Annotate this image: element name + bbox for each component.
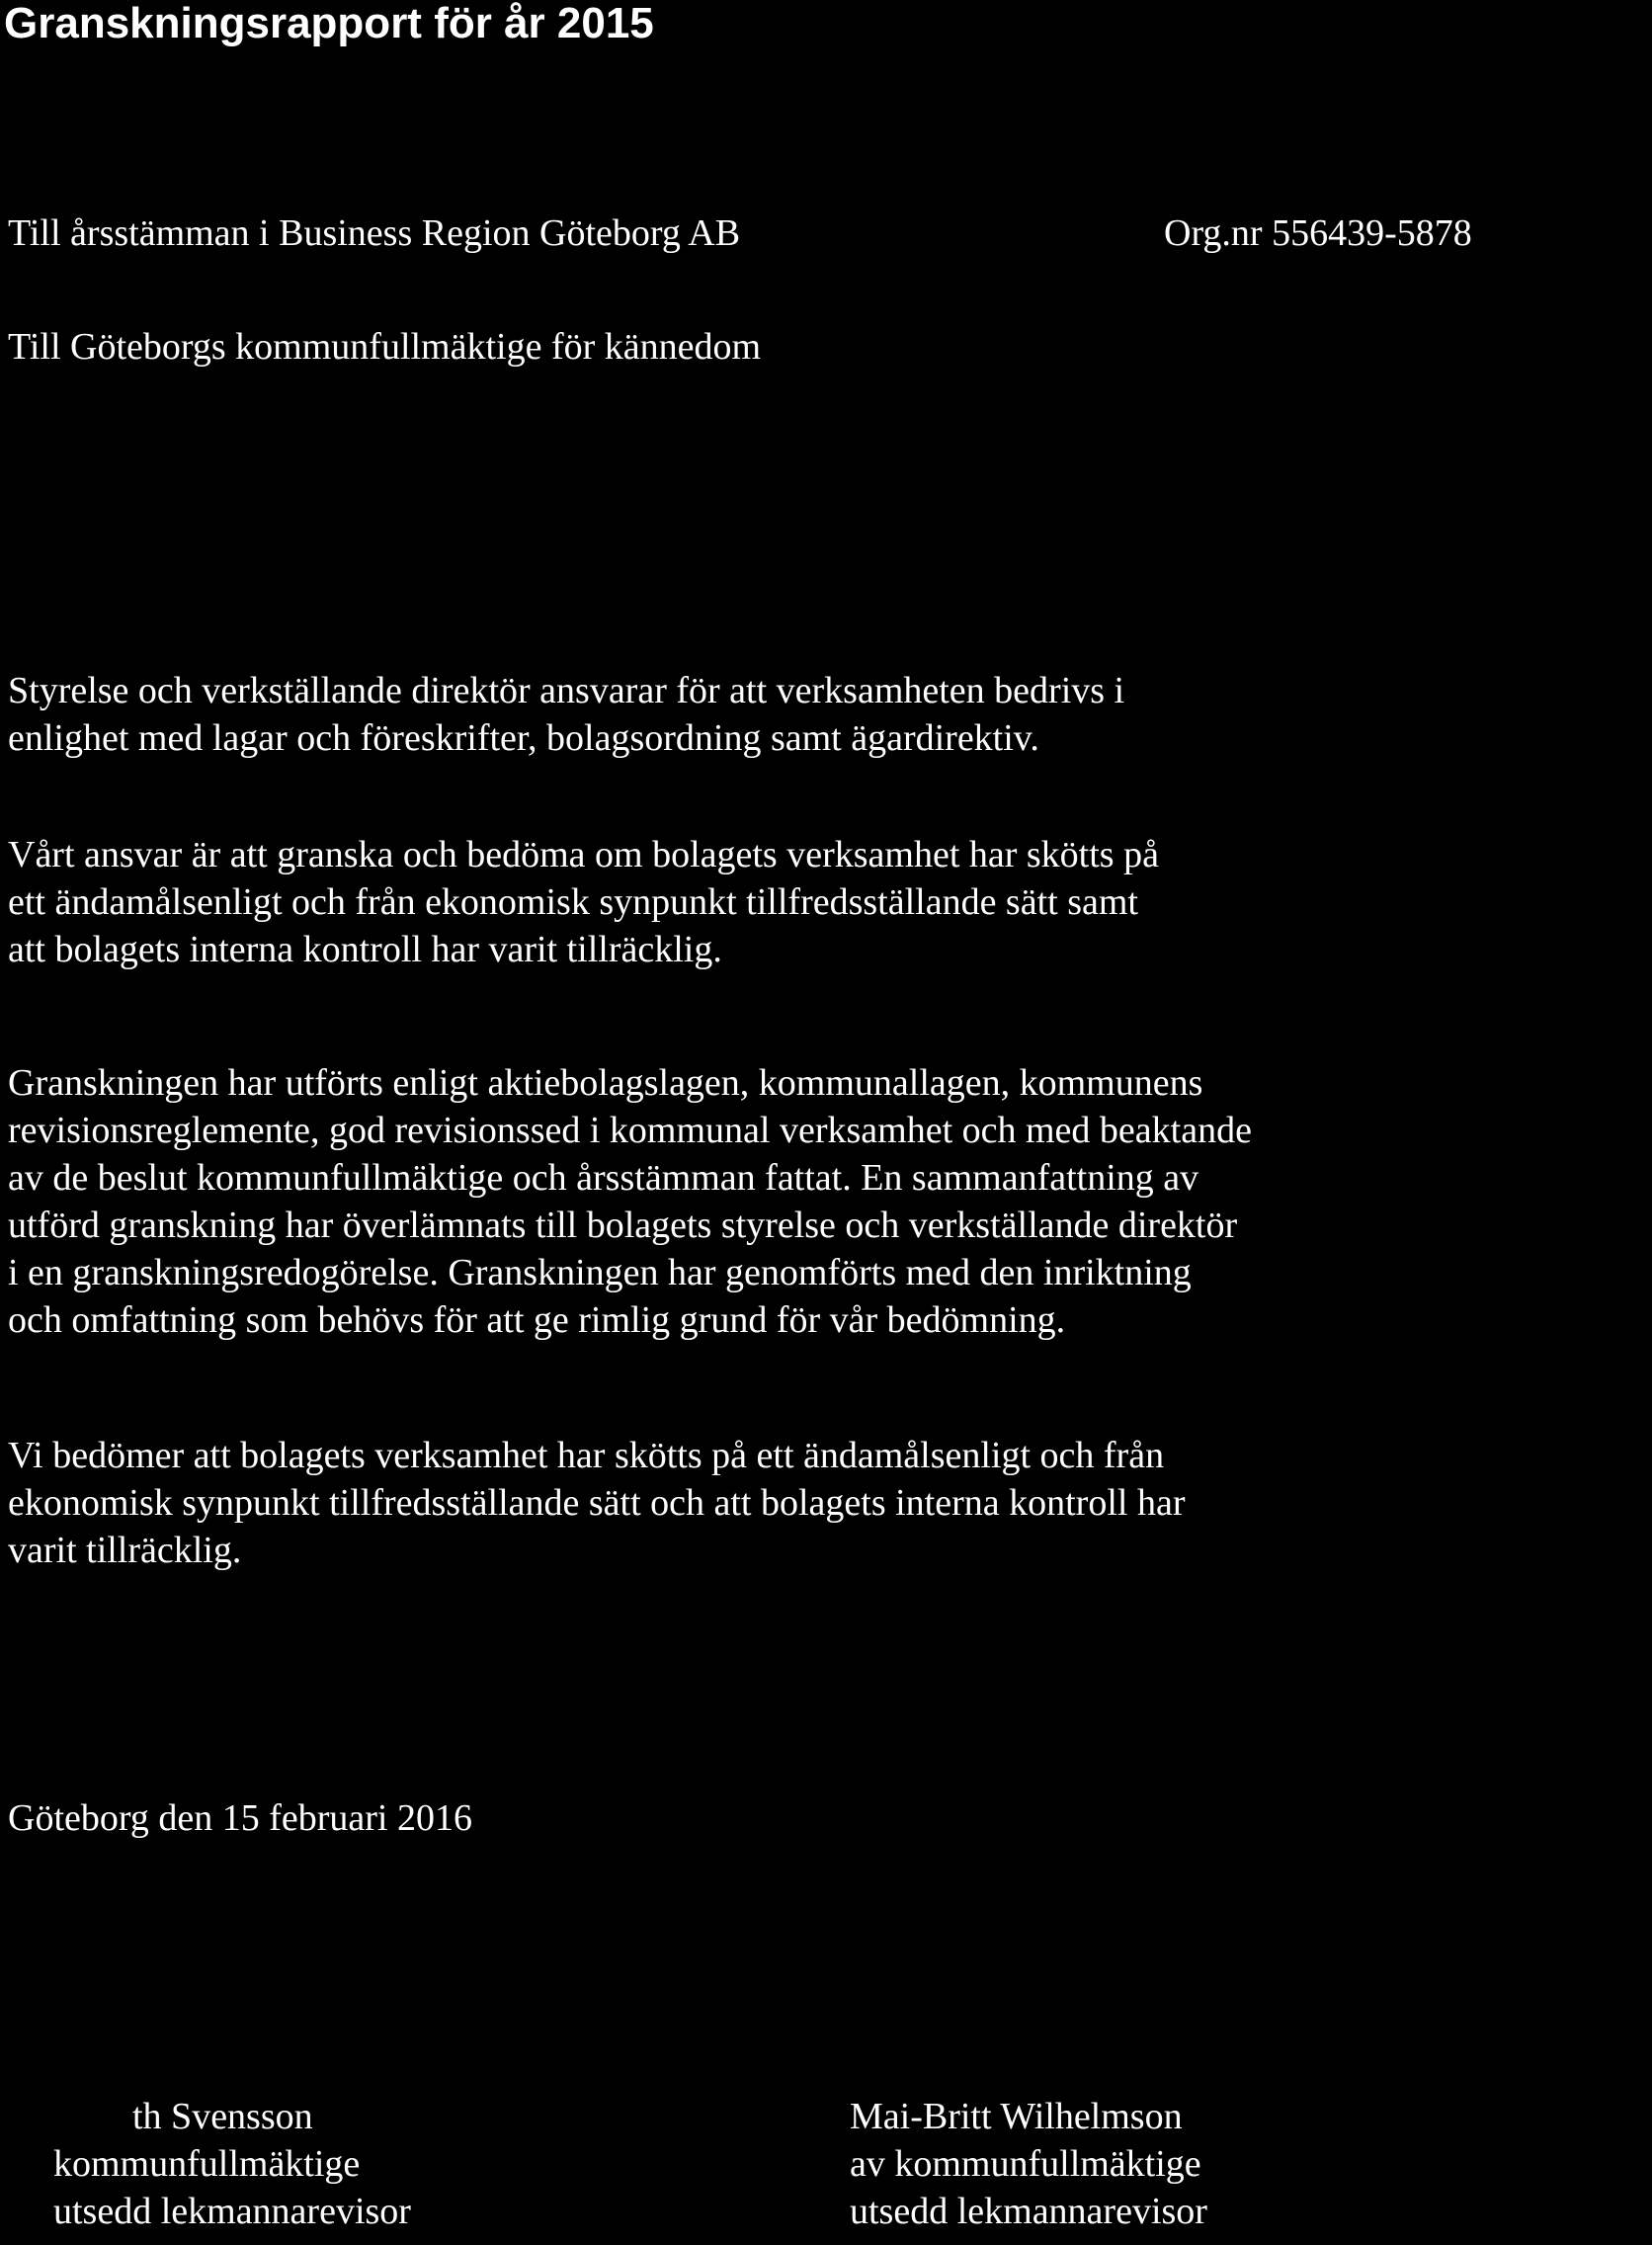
paragraph-line: enlighet med lagar och föreskrifter, bolagsordning samt ägardirektiv. [8, 717, 1039, 759]
report-title: Granskningsrapport för år 2015 [4, 0, 654, 47]
paragraph-line: att bolagets interna kontroll har varit tillräcklig. [8, 929, 722, 970]
recipient-municipal-council: Till Göteborgs kommunfullmäktige för kännedom [8, 326, 762, 368]
paragraph-line: revisionsreglemente, god revisionssed i kommunal verksamhet och med beaktande [8, 1110, 1252, 1151]
paragraph-line: Vårt ansvar är att granska och bedöma om bolagets verksamhet har skötts på [8, 834, 1159, 875]
signature-block-left [49, 2093, 514, 2235]
date-line: Göteborg den 15 februari 2016 [8, 1797, 472, 1839]
paragraph-line: ekonomisk synpunkt tillfredsställande sätt och att bolagets interna kontroll har [8, 1482, 1186, 1524]
paragraph-line: varit tillräcklig. [8, 1530, 242, 1571]
paragraph-assessment [8, 1432, 1652, 1574]
signature-name: Mai-Britt Wilhelmson [850, 2096, 1183, 2137]
signature-appointed-by: kommunfullmäktige [53, 2143, 361, 2185]
paragraph-line: Granskningen har utförts enligt aktiebolagslagen, kommunallagen, kommunens [8, 1062, 1203, 1104]
paragraph-line: och omfattning som behövs för att ge rimlig grund för vår bedömning. [8, 1299, 1066, 1341]
paragraph-line: Vi bedömer att bolagets verksamhet har skötts på ett ändamålsenligt och från [8, 1435, 1165, 1476]
organization-number: Org.nr 556439-5878 [1164, 212, 1472, 254]
paragraph-line: ett ändamålsenligt och från ekonomisk synpunkt tillfredsställande sätt samt [8, 881, 1138, 923]
signature-role: utsedd lekmannarevisor [53, 2191, 411, 2232]
signature-appointed-by: av kommunfullmäktige [850, 2143, 1201, 2185]
signature-block-right [850, 2093, 1207, 2235]
paragraph-line: i en granskningsredogörelse. Granskningen har genomförts med den inriktning [8, 1252, 1192, 1293]
paragraph-line: av de beslut kommunfullmäktige och årsstämman fattat. En sammanfattning av [8, 1157, 1199, 1199]
recipient-shareholders-meeting: Till årsstämman i Business Region Göteborg AB [8, 212, 741, 254]
paragraph-line: utförd granskning har överlämnats till bolagets styrelse och verkställande direktör [8, 1205, 1238, 1246]
signature-role: utsedd lekmannarevisor [850, 2191, 1207, 2232]
paragraph-audit-scope [8, 1059, 1652, 1344]
paragraph-responsibility-board [8, 667, 1652, 762]
paragraph-line: Styrelse och verkställande direktör ansvarar för att verksamheten bedrivs i [8, 670, 1125, 711]
paragraph-responsibility-auditors [8, 831, 1652, 973]
signature-name: th Svensson [132, 2096, 313, 2137]
